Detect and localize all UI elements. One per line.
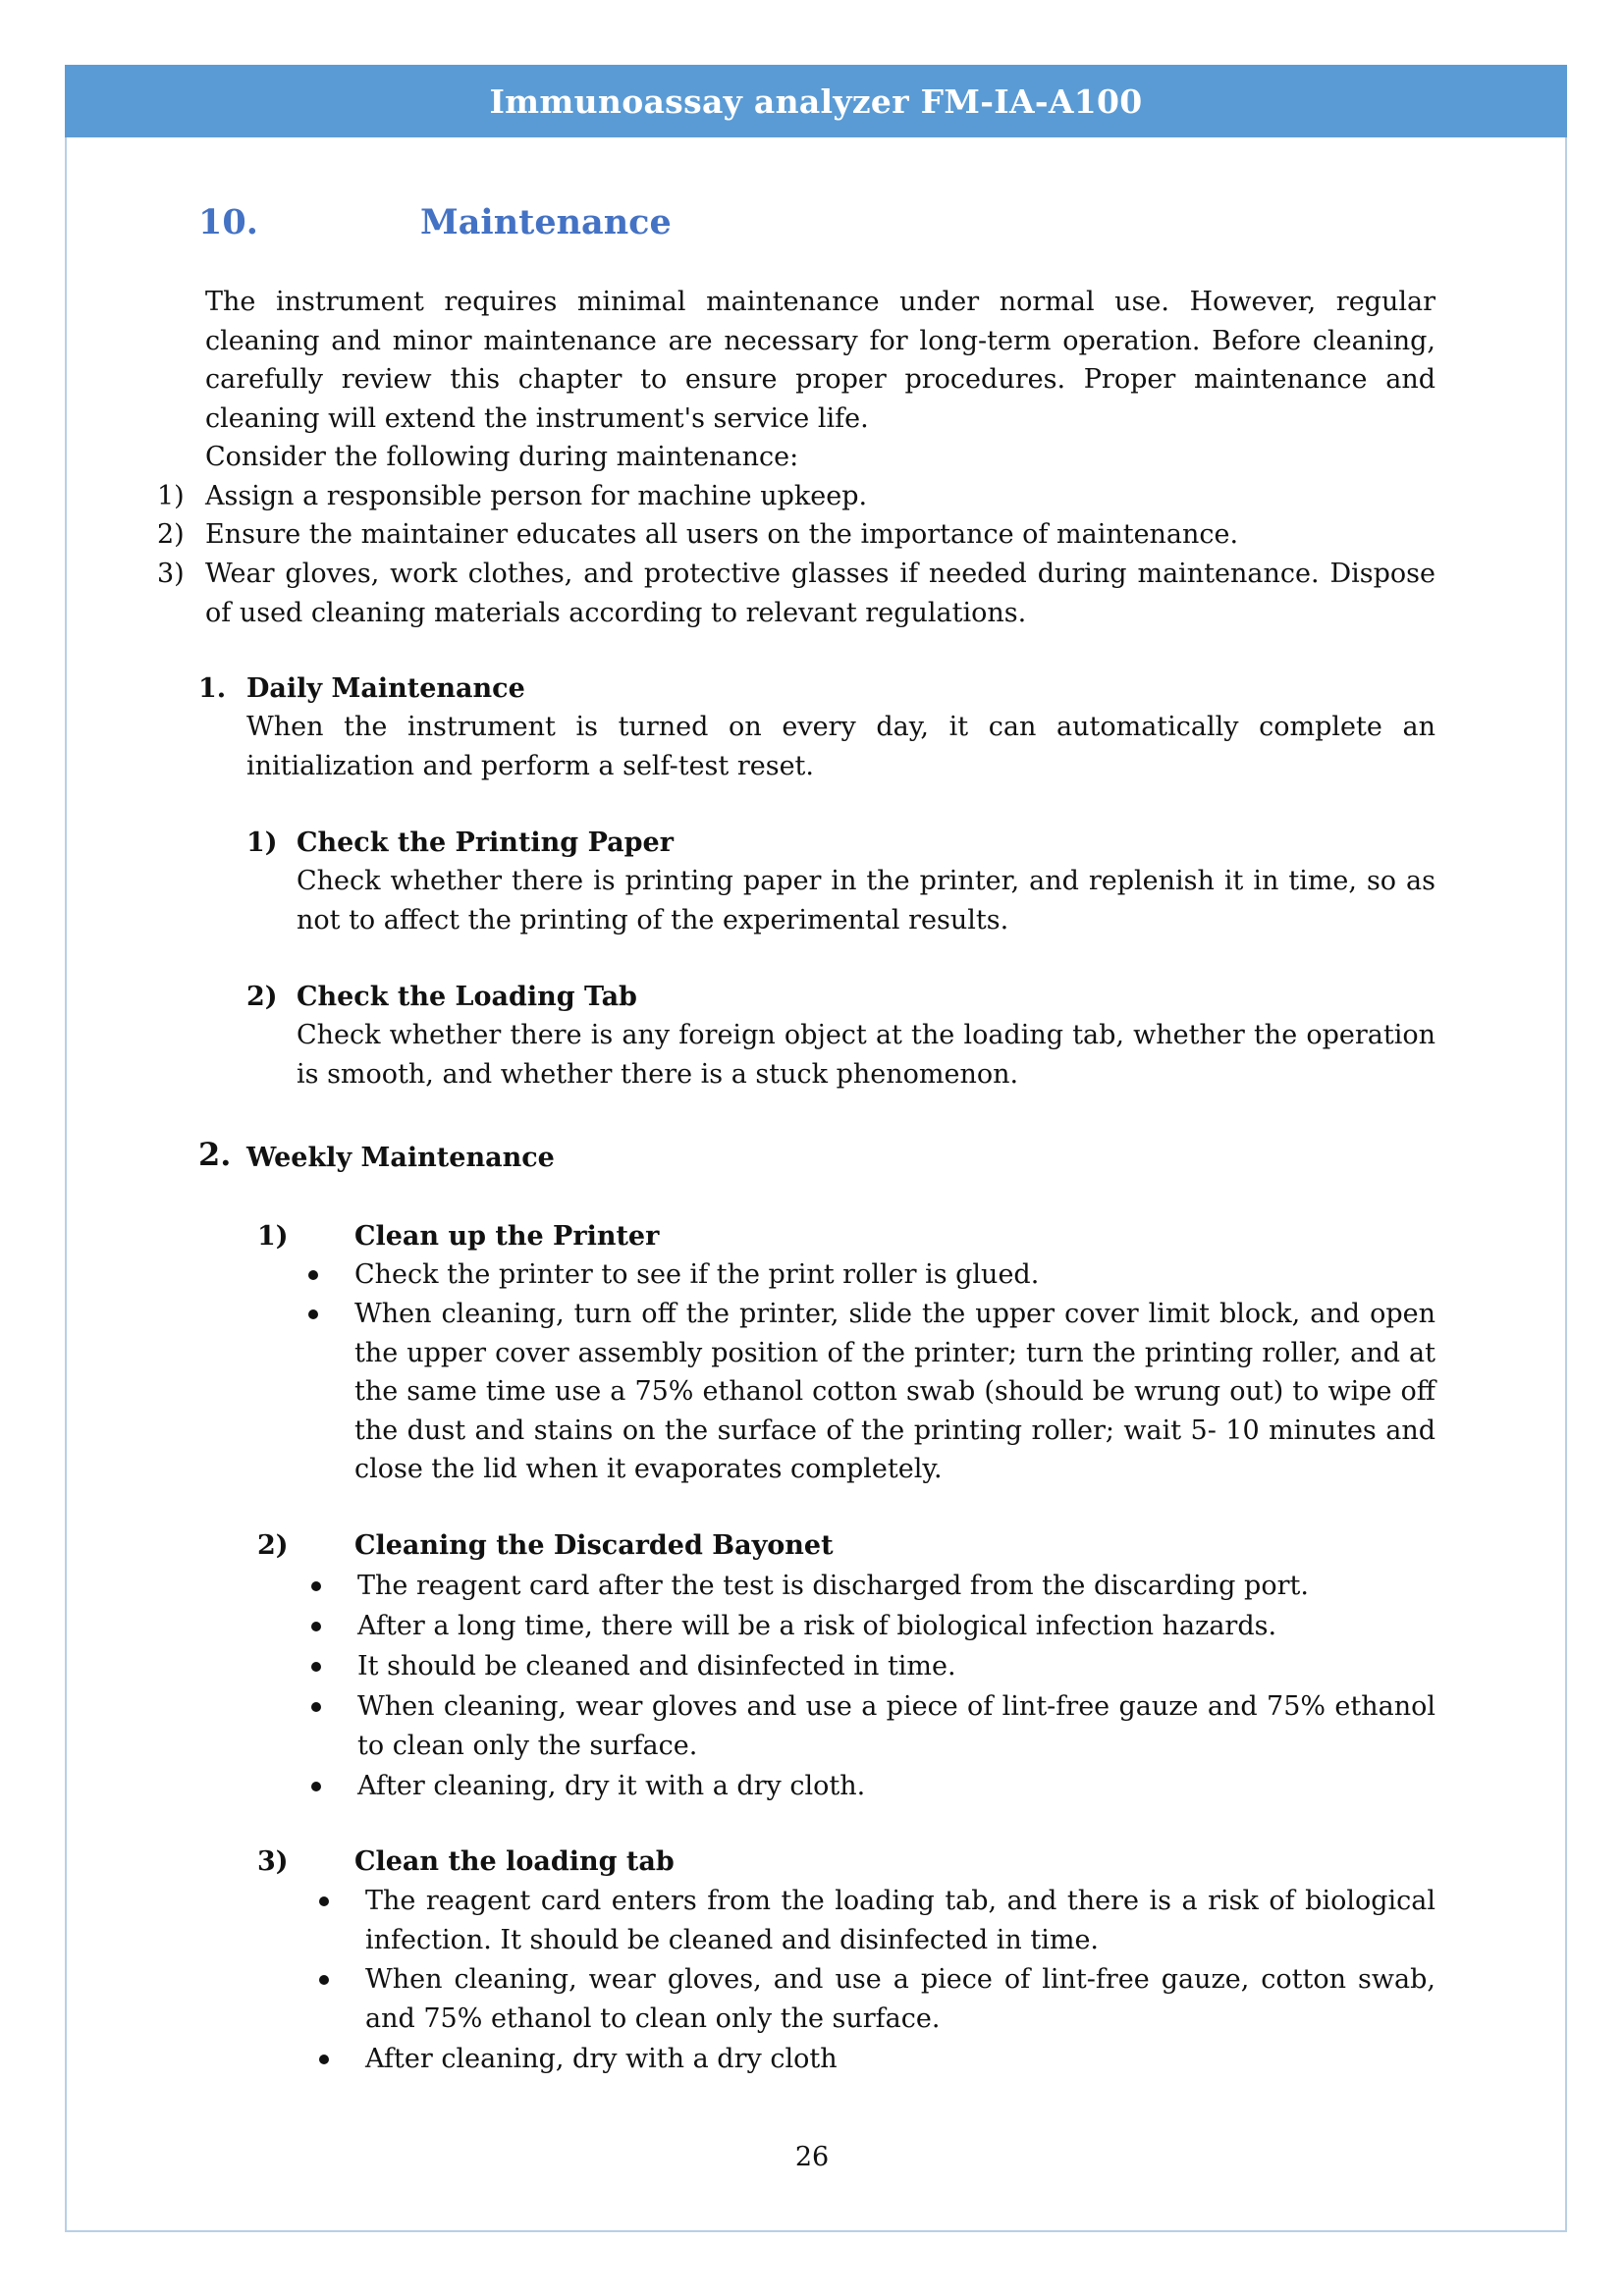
bullet-icon xyxy=(311,1782,321,1791)
section-title: Maintenance xyxy=(420,201,672,242)
bullet-text: After a long time, there will be a risk of biological infection hazards. xyxy=(357,1611,1277,1641)
weekly-sub-title: Clean up the Printer xyxy=(354,1221,660,1252)
section-heading xyxy=(198,194,672,249)
document-header xyxy=(65,65,1567,137)
intro-item-marker: 1) xyxy=(157,481,185,511)
daily-marker: 1. xyxy=(198,673,227,704)
intro-item-marker: 2) xyxy=(157,519,185,550)
daily-sub-marker: 1) xyxy=(246,828,278,858)
bullet-icon xyxy=(311,1662,321,1672)
weekly-title: Weekly Maintenance xyxy=(246,1143,555,1173)
weekly-marker: 2. xyxy=(198,1136,232,1173)
daily-sub-title: Check the Printing Paper xyxy=(297,828,674,858)
bullet-icon xyxy=(319,2055,329,2064)
intro-item: Assign a responsible person for machine upkeep. xyxy=(205,481,868,511)
bullet-text: When cleaning, turn off the printer, slide the upper cover limit block, and open the upper cover assembly position of the printer; turn the printing roller, and at the same time use a 75% ethanol cotton swab (should be wrung out) to wipe off the dust and stains on the surface of the printing roller; wait 5- 10 minutes and close the lid when it evaporates completely. xyxy=(354,1299,1435,1484)
daily-title: Daily Maintenance xyxy=(246,673,525,704)
intro-item: Ensure the maintainer educates all users on the importance of maintenance. xyxy=(205,519,1239,550)
daily-sub-text: Check whether there is printing paper in the printer, and replenish it in time, so as not to affect the printing of the experimental results. xyxy=(297,866,1435,935)
bullet-icon xyxy=(311,1581,321,1591)
bullet-text: Check the printer to see if the print roller is glued. xyxy=(354,1259,1040,1290)
daily-sub-text: Check whether there is any foreign object at the loading tab, whether the operation is smooth, and whether there is a stuck phenomenon. xyxy=(297,1020,1435,1090)
bullet-icon xyxy=(311,1622,321,1631)
bullet-icon xyxy=(311,1702,321,1712)
weekly-sub-title: Cleaning the Discarded Bayonet xyxy=(354,1530,834,1561)
daily-sub-title: Check the Loading Tab xyxy=(297,982,637,1012)
document-title: Immunoassay analyzer FM-IA-A100 xyxy=(489,81,1143,121)
intro-paragraph: The instrument requires minimal maintenance under normal use. However, regular cleaning and minor maintenance are necessary for long-term operation. Before cleaning, carefully review this chapter to ensure proper procedures. Proper maintenance and cleaning will extend the instrument's service life. xyxy=(205,287,1435,434)
bullet-icon xyxy=(319,1975,329,1985)
bullet-icon xyxy=(308,1270,318,1280)
bullet-text: It should be cleaned and disinfected in time. xyxy=(357,1651,956,1682)
page-number: 26 xyxy=(794,2142,830,2172)
weekly-sub-marker: 1) xyxy=(257,1221,289,1252)
bullet-text: After cleaning, dry with a dry cloth xyxy=(365,2044,838,2074)
weekly-sub-title: Clean the loading tab xyxy=(354,1846,675,1877)
bullet-text: After cleaning, dry it with a dry cloth. xyxy=(357,1771,866,1801)
bullet-icon xyxy=(308,1309,318,1319)
bullet-icon xyxy=(319,1896,329,1906)
intro-item: Wear gloves, work clothes, and protective glasses if needed during maintenance. Dispose of used cleaning materials according to relevant regulations. xyxy=(205,559,1435,628)
weekly-sub-marker: 3) xyxy=(257,1846,289,1877)
bullet-text: The reagent card after the test is discharged from the discarding port. xyxy=(357,1571,1309,1601)
daily-text: When the instrument is turned on every day, it can automatically complete an initialization and perform a self-test reset. xyxy=(246,712,1435,781)
daily-sub-marker: 2) xyxy=(246,982,278,1012)
section-number: 10. xyxy=(198,201,258,242)
bullet-text: When cleaning, wear gloves and use a piece of lint-free gauze and 75% ethanol to clean only the surface. xyxy=(357,1691,1435,1761)
intro-consider: Consider the following during maintenance: xyxy=(205,442,799,472)
intro-item-marker: 3) xyxy=(157,559,185,589)
bullet-text: When cleaning, wear gloves, and use a piece of lint-free gauze, cotton swab, and 75% ethanol to clean only the surface. xyxy=(365,1964,1435,2034)
weekly-sub-marker: 2) xyxy=(257,1530,289,1561)
bullet-text: The reagent card enters from the loading tab, and there is a risk of biological infection. It should be cleaned and disinfected in time. xyxy=(365,1886,1435,1955)
